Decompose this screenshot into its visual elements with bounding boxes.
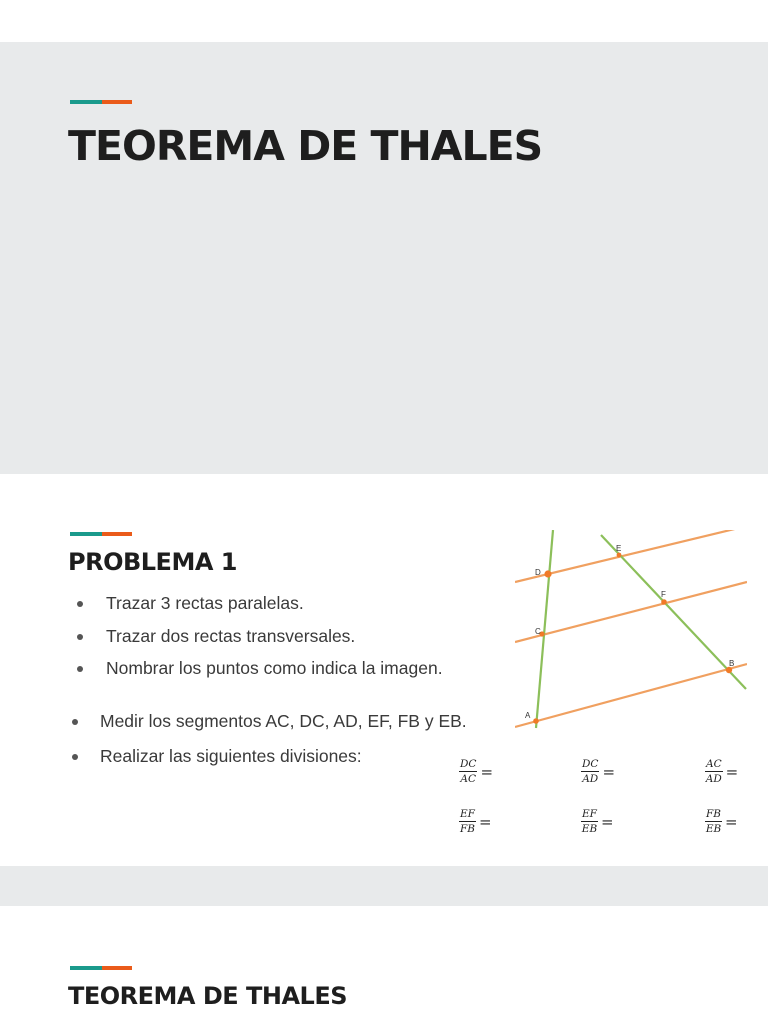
- fraction: $\frac{EF}{FB}$ =: [459, 808, 492, 835]
- fraction: $\frac{DC}{AC}$ =: [460, 758, 494, 785]
- slide-title: TEOREMA DE THALES: [68, 122, 543, 170]
- problem-title: PROBLEMA 1: [68, 548, 237, 576]
- point-f: [661, 599, 667, 605]
- point-label: E: [616, 544, 622, 553]
- list-item: Trazar dos rectas transversales.: [68, 625, 443, 658]
- fraction: $\frac{FB}{EB}$ =: [705, 808, 738, 835]
- fraction: $\frac{DC}{AD}$ =: [582, 758, 616, 785]
- steps-list: [68, 592, 443, 690]
- point-a: [533, 718, 539, 724]
- list-item: Nombrar los puntos como indica la imagen.: [68, 657, 443, 690]
- point-e: [617, 553, 622, 558]
- slide-separator: [0, 866, 768, 906]
- point-label: B: [729, 659, 735, 668]
- next-slide: [0, 906, 768, 1024]
- divisions-grid: [459, 758, 759, 854]
- fraction: $\frac{EF}{EB}$ =: [581, 808, 614, 835]
- list-item: Realizar las siguientes divisiones:: [68, 745, 467, 780]
- point-label: F: [661, 590, 666, 599]
- list-item: Trazar 3 rectas paralelas.: [68, 592, 443, 625]
- accent-bar: [70, 532, 132, 536]
- problem-slide: [0, 474, 768, 866]
- point-label: C: [535, 627, 541, 636]
- point-label: A: [525, 711, 531, 720]
- parallel-line: [515, 664, 747, 727]
- accent-bar: [70, 100, 132, 104]
- transversal-line: [601, 535, 746, 689]
- fraction: $\frac{AC}{AD}$ =: [705, 758, 739, 785]
- point-d: [544, 570, 551, 577]
- tasks-list: [68, 710, 467, 780]
- title-slide: [0, 42, 768, 474]
- accent-bar: [70, 966, 132, 970]
- list-item: Medir los segmentos AC, DC, AD, EF, FB y EB.: [68, 710, 467, 745]
- slide-title: TEOREMA DE THALES: [68, 982, 348, 1010]
- thales-figure: [515, 530, 747, 730]
- parallel-line: [515, 582, 747, 642]
- point-label: D: [535, 568, 541, 577]
